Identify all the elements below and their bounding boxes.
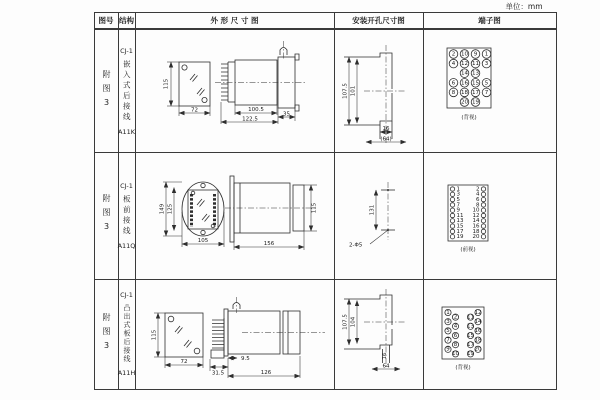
terminal-number: 13 bbox=[467, 323, 474, 330]
terminal-number: 17 bbox=[456, 228, 464, 235]
svg-text:149: 149 bbox=[159, 203, 166, 215]
terminal-pin bbox=[450, 208, 454, 212]
fig-number-row2: 附图3 bbox=[102, 194, 111, 237]
table-bottom-border bbox=[94, 389, 557, 390]
terminal-number: 10 bbox=[452, 351, 459, 358]
svg-text:107.5: 107.5 bbox=[342, 83, 349, 99]
terminal-number: 5 bbox=[456, 197, 460, 204]
install-drawing-a11q bbox=[336, 152, 422, 277]
svg-text:115: 115 bbox=[151, 329, 158, 341]
terminal-number: 12 bbox=[461, 61, 468, 68]
terminal-number: 16 bbox=[461, 80, 468, 87]
model-label: CJ-1 bbox=[120, 181, 133, 190]
svg-text:(64): (64) bbox=[380, 136, 392, 143]
outline-drawing-a11h bbox=[147, 279, 337, 389]
col-divider-structure bbox=[135, 12, 136, 389]
col-divider-install bbox=[423, 12, 424, 389]
terminal-number: 2 bbox=[476, 186, 480, 193]
terminal-pin bbox=[481, 224, 485, 228]
terminal-pin bbox=[450, 192, 454, 196]
terminal-number: 20 bbox=[474, 346, 482, 353]
type-code: A11K bbox=[118, 127, 135, 136]
structure-row3 bbox=[118, 279, 135, 389]
terminal-pin bbox=[481, 192, 485, 196]
svg-text:(背视): (背视) bbox=[461, 115, 477, 121]
terminal-pin bbox=[450, 224, 454, 228]
terminal-pin bbox=[481, 197, 485, 201]
terminal-number: 19 bbox=[472, 99, 479, 106]
terminal-number: 1 bbox=[456, 186, 460, 193]
header-outline: 外 形 尺 寸 图 bbox=[210, 16, 259, 25]
terminal-number: 11 bbox=[456, 212, 464, 219]
svg-text:125: 125 bbox=[167, 203, 174, 215]
structure-desc: 凸出式板后接线 bbox=[123, 304, 131, 364]
terminal-pin bbox=[450, 213, 454, 217]
svg-text:156: 156 bbox=[263, 241, 275, 247]
terminal-number: 5 bbox=[446, 328, 450, 335]
svg-text:31.5: 31.5 bbox=[211, 370, 225, 377]
svg-text:104: 104 bbox=[350, 316, 357, 328]
svg-text:101: 101 bbox=[350, 85, 357, 97]
terminal-pin bbox=[450, 229, 454, 233]
terminal-number: 16 bbox=[472, 223, 480, 230]
terminal-number: 2 bbox=[451, 51, 456, 58]
terminal-number: 8 bbox=[453, 341, 458, 348]
svg-text:(背视): (背视) bbox=[455, 365, 471, 371]
terminal-number: 13 bbox=[456, 218, 464, 225]
svg-text:100.5: 100.5 bbox=[248, 107, 264, 113]
terminal-number: 15 bbox=[456, 223, 464, 230]
terminal-pin bbox=[450, 235, 454, 239]
terminal-number: 11 bbox=[467, 314, 474, 321]
terminal-number: 11 bbox=[472, 61, 479, 68]
fig-number-row1: 附图3 bbox=[102, 69, 111, 113]
terminal-number: 7 bbox=[484, 89, 489, 96]
structure-row1 bbox=[118, 30, 135, 152]
outline-drawing-a11q bbox=[147, 152, 337, 277]
svg-text:(前视): (前视) bbox=[460, 247, 476, 253]
terminal-number: 17 bbox=[472, 89, 479, 96]
terminal-number: 13 bbox=[472, 70, 479, 77]
fig-number-row3: 附图3 bbox=[102, 312, 111, 356]
svg-text:72: 72 bbox=[180, 359, 188, 365]
svg-text:2-Φ5: 2-Φ5 bbox=[349, 242, 363, 249]
terminal-number: 12 bbox=[472, 212, 480, 219]
terminal-number: 6 bbox=[476, 197, 480, 204]
terminal-number: 10 bbox=[472, 207, 480, 214]
terminal-number: 18 bbox=[474, 337, 482, 344]
svg-text:35: 35 bbox=[283, 111, 290, 118]
terminal-number: 3 bbox=[456, 191, 460, 198]
structure-row2 bbox=[118, 152, 135, 279]
terminal-number: 19 bbox=[467, 351, 474, 358]
header-fig: 图号 bbox=[98, 16, 114, 25]
terminal-number: 6 bbox=[453, 332, 458, 339]
terminal-drawing-a11k bbox=[425, 29, 557, 152]
install-drawing-a11h bbox=[336, 279, 422, 389]
terminal-number: 17 bbox=[467, 341, 474, 348]
terminal-pin bbox=[481, 187, 485, 191]
terminal-number: 4 bbox=[451, 61, 456, 68]
terminal-number: 1 bbox=[484, 51, 489, 58]
terminal-number: 14 bbox=[461, 70, 468, 77]
terminal-number: 18 bbox=[472, 228, 480, 235]
svg-text:107.5: 107.5 bbox=[342, 314, 349, 330]
terminal-number: 20 bbox=[461, 99, 468, 106]
terminal-number: 2 bbox=[453, 314, 458, 321]
terminal-pin bbox=[481, 208, 485, 212]
terminal-number: 3 bbox=[484, 61, 489, 68]
svg-text:122.5: 122.5 bbox=[242, 116, 258, 123]
svg-text:16: 16 bbox=[382, 352, 388, 360]
terminal-drawing-a11h bbox=[425, 279, 557, 389]
svg-text:131: 131 bbox=[369, 204, 376, 216]
terminal-number: 9 bbox=[473, 51, 478, 58]
terminal-number: 14 bbox=[474, 318, 482, 325]
svg-text:16: 16 bbox=[382, 126, 390, 132]
structure-desc: 嵌入式后接线 bbox=[122, 59, 132, 123]
unit-label: 单位：mm bbox=[505, 2, 543, 11]
terminal-number: 6 bbox=[451, 80, 456, 87]
terminal-number: 7 bbox=[446, 337, 450, 344]
terminal-number: 16 bbox=[474, 328, 482, 335]
terminal-pin bbox=[481, 219, 485, 223]
terminal-number: 10 bbox=[461, 51, 468, 58]
header-install: 安装开孔尺寸图 bbox=[352, 16, 405, 25]
terminal-number: 9 bbox=[456, 207, 460, 214]
terminal-number: 19 bbox=[456, 234, 464, 241]
terminal-number: 4 bbox=[453, 323, 458, 330]
terminal-number: 18 bbox=[461, 89, 468, 96]
structure-desc: 板前接线 bbox=[122, 194, 132, 237]
model-label: CJ-1 bbox=[120, 291, 133, 300]
header-terminal: 端子图 bbox=[478, 16, 501, 25]
terminal-number: 9 bbox=[446, 346, 450, 353]
svg-text:72: 72 bbox=[191, 107, 198, 114]
terminal-number: 12 bbox=[474, 309, 482, 316]
terminal-pin bbox=[450, 203, 454, 207]
model-label: CJ-1 bbox=[120, 46, 133, 55]
install-drawing-a11k bbox=[336, 29, 422, 152]
terminal-number: 8 bbox=[476, 202, 480, 209]
type-code: A11H bbox=[117, 368, 136, 377]
terminal-number: 5 bbox=[484, 80, 489, 87]
svg-text:115: 115 bbox=[163, 78, 170, 90]
terminal-pin bbox=[450, 219, 454, 223]
outline-drawing-a11k bbox=[147, 29, 337, 152]
terminal-number: 1 bbox=[446, 309, 450, 316]
terminal-pin bbox=[481, 235, 485, 239]
svg-text:9.5: 9.5 bbox=[241, 356, 250, 362]
type-code: A11Q bbox=[117, 241, 136, 250]
header-structure: 结构 bbox=[119, 16, 134, 25]
terminal-pin bbox=[481, 213, 485, 217]
terminal-number: 15 bbox=[467, 332, 474, 339]
terminal-pin bbox=[450, 197, 454, 201]
terminal-number: 20 bbox=[472, 234, 480, 241]
terminal-number: 15 bbox=[472, 80, 479, 87]
terminal-pin bbox=[450, 187, 454, 191]
terminal-number: 3 bbox=[446, 318, 450, 325]
svg-text:115: 115 bbox=[311, 202, 318, 214]
svg-text:126: 126 bbox=[260, 370, 272, 376]
terminal-number: 7 bbox=[456, 202, 460, 209]
terminal-pin bbox=[481, 203, 485, 207]
terminal-number: 14 bbox=[472, 218, 480, 225]
terminal-number: 8 bbox=[451, 89, 456, 96]
terminal-drawing-a11q bbox=[425, 152, 557, 277]
svg-text:64: 64 bbox=[382, 363, 390, 370]
terminal-number: 4 bbox=[476, 191, 480, 198]
svg-text:105: 105 bbox=[197, 238, 209, 244]
terminal-pin bbox=[481, 229, 485, 233]
